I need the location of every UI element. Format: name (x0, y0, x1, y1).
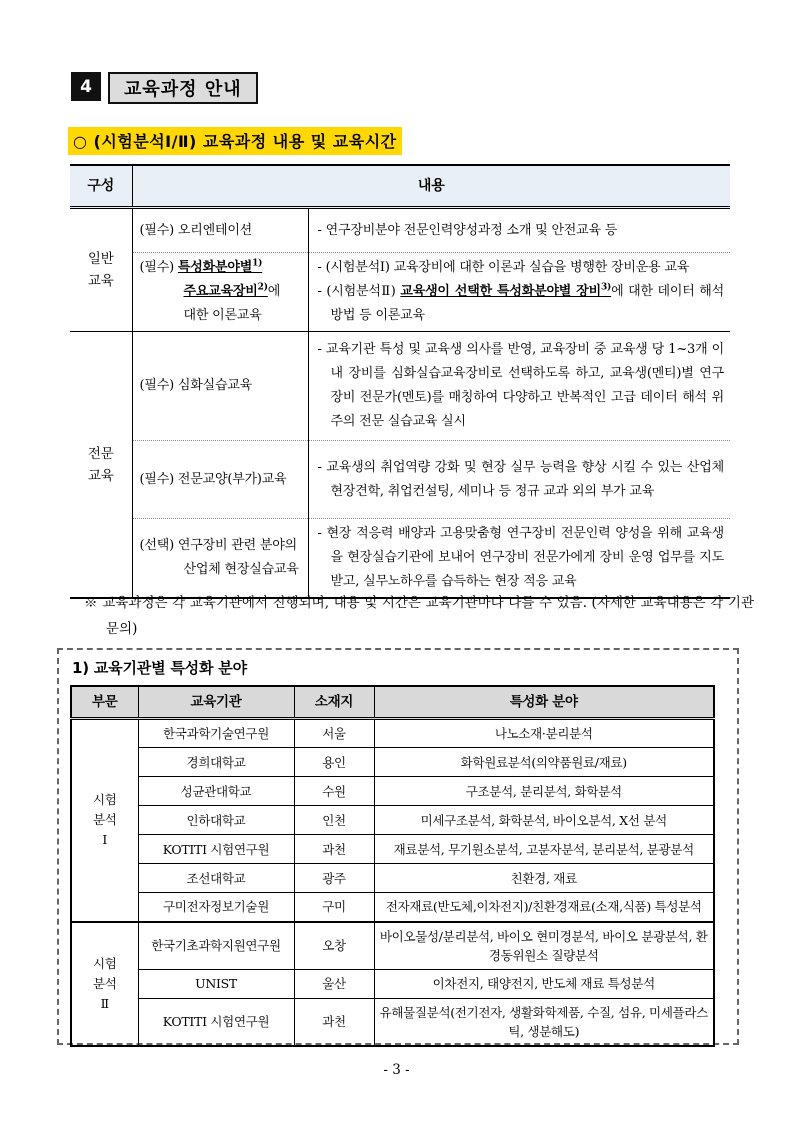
course-desc: - 연구장비분야 전문인력양성과정 소개 및 안전교육 등 (317, 222, 618, 238)
part-test-analysis-1: 시험 분석 Ⅰ (71, 719, 138, 922)
section-number-badge: 4 (71, 72, 101, 101)
course-item: (선택) 연구장비 관련 분야의 산업체 현장실습교육 (132, 519, 308, 599)
page-number: - 3 - (383, 1062, 410, 1078)
table-row (71, 748, 714, 777)
table-row (70, 253, 730, 332)
header-part: 부문 (71, 686, 138, 719)
table-row (71, 998, 714, 1046)
institution: 한국기초과학지원연구원 (138, 922, 294, 970)
specialty: 구조분석, 분리분석, 화학분석 (374, 777, 714, 806)
course-desc: - (시험분석Ⅰ) 교육장비에 대한 이론과 실습을 병행한 장비운용 교육 - (시험분석Ⅱ) 교육생이 선택한 특성화분야별 장비$^{3)}$에 대한 데이터 해석방법 등 이론교육 (308, 253, 730, 332)
subsection-heading: ○ (시험분석Ⅰ/Ⅱ) 교육과정 내용 및 교육시간 (68, 127, 402, 155)
course-desc: - 현장 적응력 배양과 고용맞춤형 연구장비 전문인력 양성을 위해 교육생을 현장실습기관에 보내어 연구장비 전문가에게 장비 운영 업무를 지도받고, 실무노하우를 습득하는 현장 적응 교육 (308, 519, 730, 599)
section-title-box: 교육과정 안내 (108, 72, 258, 104)
location: 서울 (294, 719, 374, 748)
location: 수원 (294, 777, 374, 806)
location: 광주 (294, 864, 374, 893)
footnote: ※ 교육과정은 각 교육기관에서 진행되며, 내용 및 시간은 교육기관마다 다를 수 있음. (자세한 교육내용은 각 기관 문의) (84, 595, 754, 637)
institution: 구미전자정보기술원 (138, 893, 294, 922)
bold-underline-text: 주요교육장비$^{2)}$ (183, 282, 268, 299)
header-specialty: 특성화 분야 (374, 686, 714, 719)
institution: KOTITI 시험연구원 (138, 835, 294, 864)
table-row (71, 806, 714, 835)
specialization-header-row (71, 686, 714, 719)
specialty: 전자재료(반도체,이차전지)/친환경재료(소재,식품) 특성분석 (374, 893, 714, 922)
table-row (71, 922, 714, 970)
course-desc: - 교육기관 특성 및 교육생 의사를 반영, 교육장비 중 교육생 당 1~3개 이내 장비를 심화실습교육장비로 선택하도록 하고, 교육생(멘티)별 연구장비 전문가(멘토)를 매칭하여 다양하고 반복적인 고급 데이터 해석 위주의 전문 실습교육 실시 (308, 332, 730, 441)
institution: 한국과학기술연구원 (138, 719, 294, 748)
specialty: 이차전지, 태양전지, 반도체 재료 특성분석 (374, 969, 714, 998)
category-professional-education: 전문 교육 (70, 332, 132, 599)
header-institution: 교육기관 (138, 686, 294, 719)
institution: 인하대학교 (138, 806, 294, 835)
course-item: (필수) 오리엔테이션 (132, 208, 308, 253)
table-row (71, 835, 714, 864)
table-row (71, 777, 714, 806)
location: 용인 (294, 748, 374, 777)
specialty: 바이오물성/분리분석, 바이오 현미경분석, 바이오 분광분석, 환경동위원소 질량분석 (374, 922, 714, 970)
specialty: 미세구조분석, 화학분석, 바이오분석, X선 분석 (374, 806, 714, 835)
specialty: 친환경, 재료 (374, 864, 714, 893)
table-row (71, 969, 714, 998)
location: 울산 (294, 969, 374, 998)
specialization-title: 1) 교육기관별 특성화 분야 (72, 659, 247, 677)
table-row (71, 864, 714, 893)
institution: KOTITI 시험연구원 (138, 998, 294, 1046)
course-table-header-row (70, 165, 730, 208)
location: 인천 (294, 806, 374, 835)
course-desc: - 교육생의 취업역량 강화 및 현장 실무 능력을 향상 시킬 수 있는 산업체 현장견학, 취업컨설팅, 세미나 등 정규 교과 외의 부가 교육 (308, 441, 730, 519)
institution: 조선대학교 (138, 864, 294, 893)
institution: UNIST (138, 969, 294, 998)
course-table (70, 164, 730, 599)
header-location: 소재지 (294, 686, 374, 719)
specialization-table (70, 685, 715, 1047)
location: 오창 (294, 922, 374, 970)
specialty: 화학원료분석(의약품원료/재료) (374, 748, 714, 777)
table-row (71, 719, 714, 748)
bold-underline-text: 교육생이 선택한 특성화분야별 장비$^{3)}$ (400, 282, 612, 299)
specialty: 나노소재·분리분석 (374, 719, 714, 748)
course-item: (필수) 심화실습교육 (132, 332, 308, 441)
location: 구미 (294, 893, 374, 922)
bold-underline-text: 특성화분야별$^{1)}$ (177, 258, 263, 275)
specialty: 재료분석, 무기원소분석, 고분자분석, 분리분석, 분광분석 (374, 835, 714, 864)
table-row (70, 519, 730, 599)
institution: 성균관대학교 (138, 777, 294, 806)
course-item: (필수) 특성화분야별$^{1)}$ 주요교육장비$^{2)}$에 대한 이론교육 (132, 253, 308, 332)
location: 과천 (294, 835, 374, 864)
course-table-header-composition: 구성 (70, 165, 132, 208)
course-table-header-content: 내용 (132, 165, 730, 208)
institution: 경희대학교 (138, 748, 294, 777)
table-row (71, 893, 714, 922)
location: 과천 (294, 998, 374, 1046)
table-row (70, 332, 730, 441)
specialty: 유해물질분석(전기전자, 생활화학제품, 수질, 섬유, 미세플라스틱, 생분해도) (374, 998, 714, 1046)
table-row (70, 441, 730, 519)
table-row (70, 208, 730, 253)
course-item: (필수) 전문교양(부가)교육 (132, 441, 308, 519)
specialization-box (57, 648, 739, 1045)
category-general-education: 일반 교육 (70, 208, 132, 332)
part-test-analysis-2: 시험 분석 Ⅱ (71, 922, 138, 1046)
section-header (71, 72, 258, 104)
